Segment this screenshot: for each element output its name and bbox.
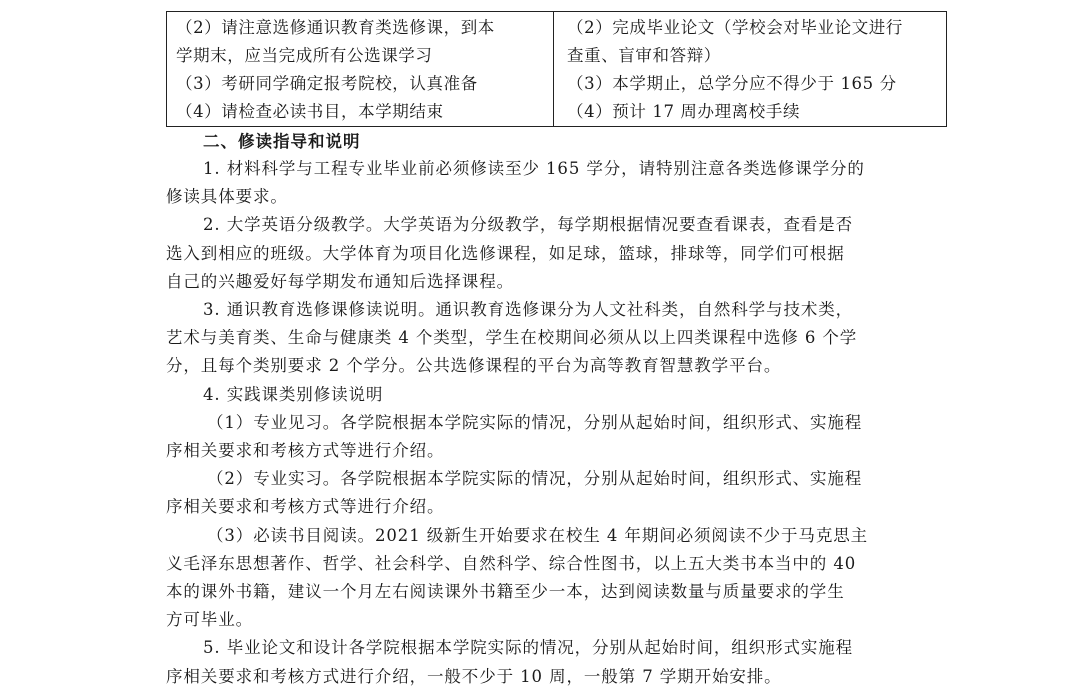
- paragraph-line: 3. 通识教育选修课修读说明。通识教育选修课分为人文社科类，自然科学与技术类，: [203, 300, 854, 320]
- table-cell-line: （3）本学期止，总学分应不得少于 165 分: [567, 74, 897, 93]
- table-cell-line: （4）请检查必读书目，本学期结束: [176, 102, 444, 121]
- paragraph-4-3: [166, 522, 918, 635]
- table-cell-right: [554, 12, 947, 127]
- paragraph-4: [166, 381, 918, 409]
- paragraph-1: [166, 155, 918, 211]
- paragraph-line: 序相关要求和考核方式等进行介绍。: [166, 497, 445, 517]
- paragraph-4-1: [166, 409, 918, 465]
- table-cell-line: （3）考研同学确定报考院校，认真准备: [176, 74, 478, 93]
- paragraph-line: 自己的兴趣爱好每学期发布通知后选择课程。: [166, 271, 514, 291]
- table-cell-line: （2）请注意选修通识教育类选修课，到本: [176, 18, 495, 37]
- paragraph-line: 4. 实践课类别修读说明: [203, 384, 384, 404]
- paragraph-line: 方可毕业。: [166, 610, 253, 630]
- table-row: [167, 12, 947, 127]
- paragraph-3: [166, 296, 918, 381]
- paragraph-line: （3）必读书目阅读。2021 级新生开始要求在校生 4 年期间必须阅读不少于马克思主: [207, 525, 869, 545]
- paragraph-line: 修读具体要求。: [166, 187, 288, 207]
- section-heading: 二、修读指导和说明: [203, 132, 361, 151]
- paragraph-line: 义毛泽东思想著作、哲学、社会科学、自然科学、综合性图书，以上五大类书本当中的 40: [166, 553, 857, 573]
- paragraph-line: （2）专业实习。各学院根据本学院实际的情况，分别从起始时间，组织形式、实施程: [207, 469, 863, 489]
- table-cell-line: 查重、盲审和答辩）: [567, 46, 721, 65]
- paragraph-5: [166, 634, 918, 690]
- paragraph-line: （1）专业见习。各学院根据本学院实际的情况，分别从起始时间，组织形式、实施程: [207, 412, 863, 432]
- semester-plan-table: [166, 11, 947, 127]
- paragraph-2: [166, 211, 918, 296]
- document-body: [166, 155, 918, 691]
- paragraph-line: 选入到相应的班级。大学体育为项目化选修课程，如足球，篮球，排球等，同学们可根据: [166, 243, 845, 263]
- paragraph-line: 序相关要求和考核方式等进行介绍。: [166, 441, 445, 461]
- table-cell-line: （2）完成毕业论文（学校会对毕业论文进行: [567, 18, 903, 37]
- paragraph-line: 5. 毕业论文和设计各学院根据本学院实际的情况，分别从起始时间，组织形式实施程: [203, 638, 854, 658]
- table-cell-line: （4）预计 17 周办理离校手续: [567, 102, 801, 121]
- paragraph-line: 2. 大学英语分级教学。大学英语为分级教学，每学期根据情况要查看课表，查看是否: [203, 215, 854, 235]
- paragraph-line: 序相关要求和考核方式进行介绍，一般不少于 10 周，一般第 7 学期开始安排。: [166, 666, 782, 686]
- paragraph-line: 分，且每个类别要求 2 个学分。公共选修课程的平台为高等教育智慧教学平台。: [166, 356, 782, 376]
- paragraph-line: 艺术与美育类、生命与健康类 4 个类型，学生在校期间必须从以上四类课程中选修 6 个学: [166, 328, 858, 348]
- paragraph-line: 1. 材料科学与工程专业毕业前必须修读至少 165 学分，请特别注意各类选修课学分的: [203, 159, 865, 178]
- paragraph-4-2: [166, 465, 918, 521]
- paragraph-line: 本的课外书籍，建议一个月左右阅读课外书籍至少一本，达到阅读数量与质量要求的学生: [166, 582, 845, 602]
- table-cell-line: 学期末，应当完成所有公选课学习: [176, 46, 433, 65]
- table-cell-left: [167, 12, 554, 127]
